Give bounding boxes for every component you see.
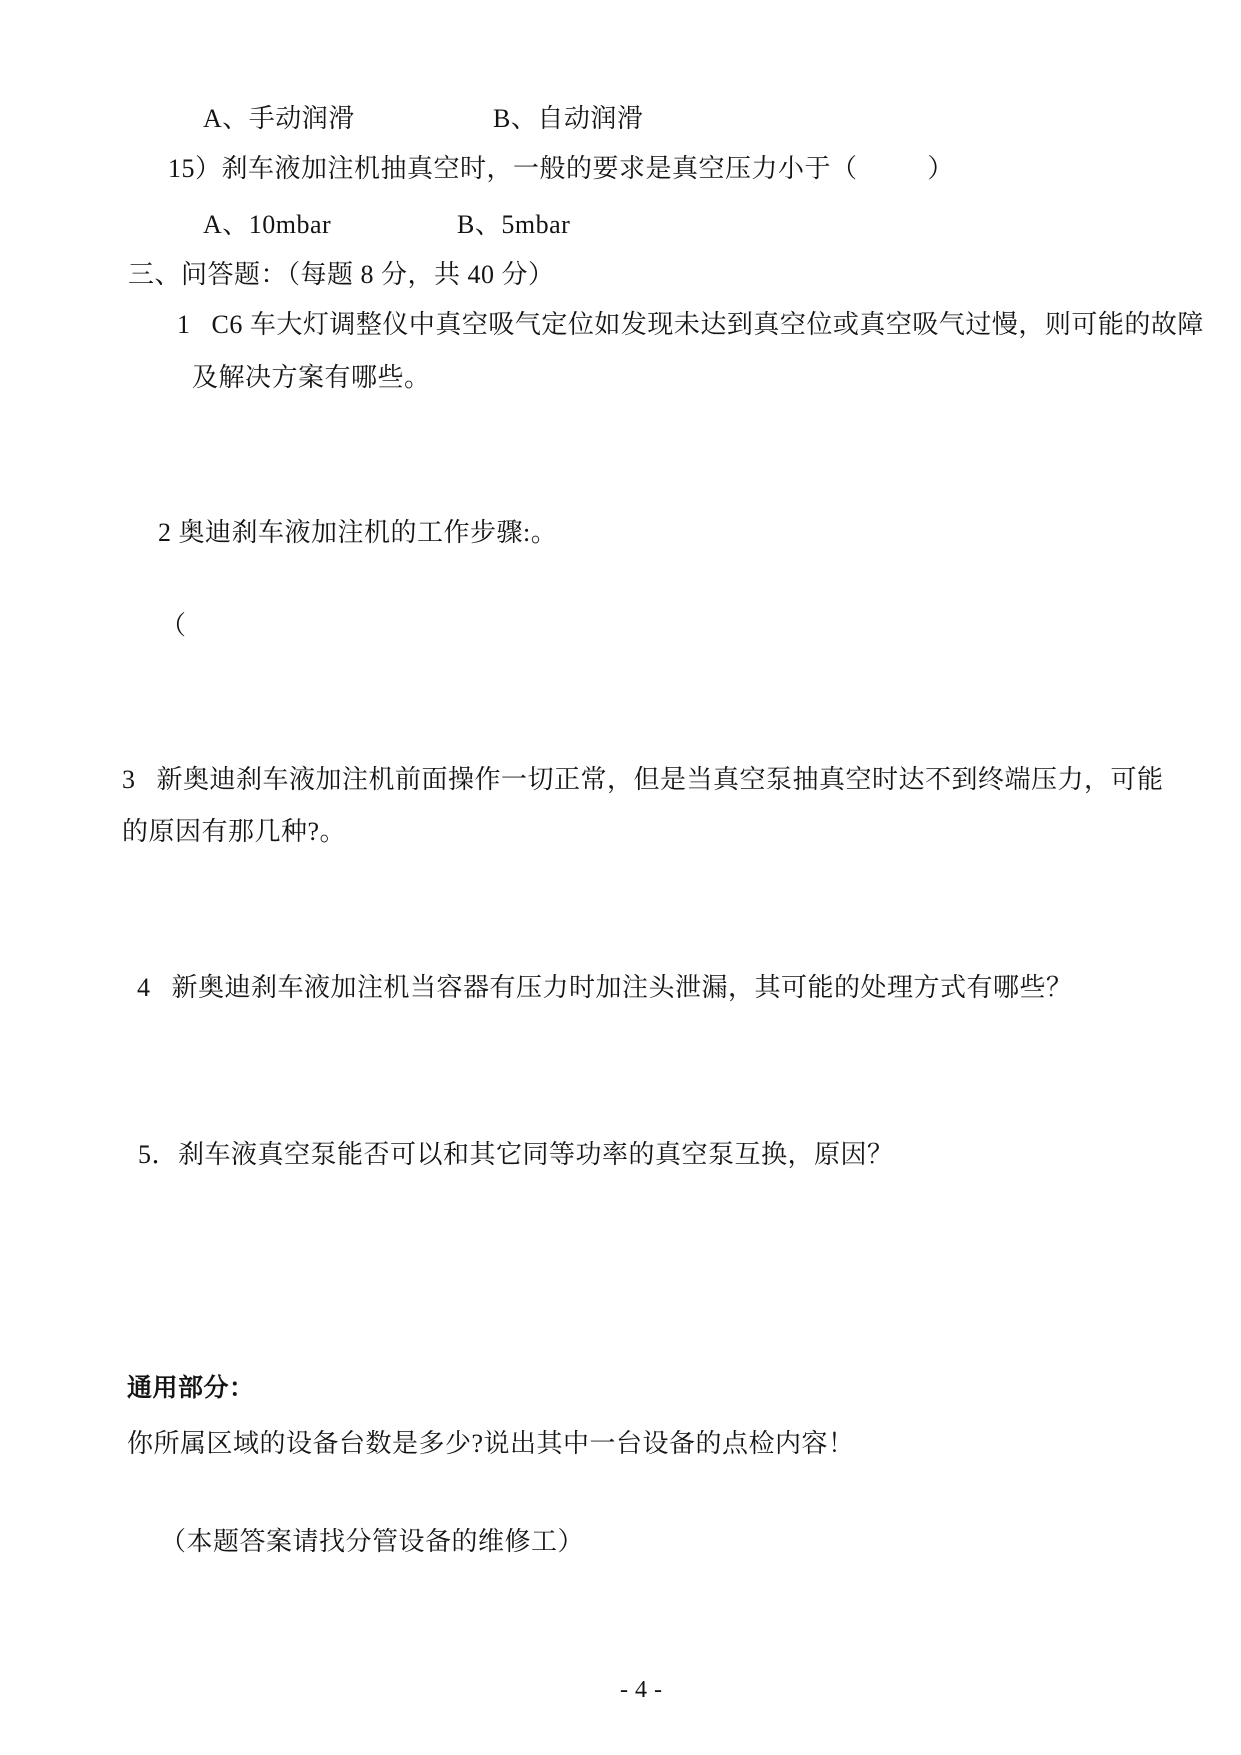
question-3-line2: 的原因有那几种?。 bbox=[122, 817, 347, 846]
question-5-text: 5．刹车液真空泵能否可以和其它同等功率的真空泵互换，原因？ bbox=[138, 1140, 894, 1169]
option-a-manual-lubrication: A、手动润滑 bbox=[203, 104, 355, 133]
option-b-auto-lubrication: B、自动润滑 bbox=[493, 104, 644, 133]
option-a-10mbar: A、10mbar bbox=[203, 210, 332, 239]
stray-open-parenthesis: （ bbox=[160, 611, 187, 640]
general-section-question: 你所属区域的设备台数是多少?说出其中一台设备的点检内容！ bbox=[127, 1429, 855, 1458]
question-3-line1: 3 新奥迪刹车液加注机前面操作一切正常，但是当真空泵抽真空时达不到终端压力，可能 bbox=[122, 765, 1164, 794]
page-number: - 4 - bbox=[620, 1677, 663, 1703]
question-15-text: 15）刹车液加注机抽真空时，一般的要求是真空压力小于（ ） bbox=[168, 154, 955, 183]
question-4-text: 4 新奥迪刹车液加注机当容器有压力时加注头泄漏，其可能的处理方式有哪些？ bbox=[137, 973, 1073, 1002]
general-section-note: （本题答案请找分管设备的维修工） bbox=[160, 1527, 585, 1556]
question-1-line2: 及解决方案有哪些。 bbox=[192, 363, 431, 392]
question-2-text: 2 奥迪刹车液加注机的工作步骤:。 bbox=[158, 518, 558, 547]
option-b-5mbar: B、5mbar bbox=[457, 210, 571, 239]
section-three-heading: 三、问答题：（每题 8 分，共 40 分） bbox=[128, 260, 555, 289]
question-1-line1: 1 C6 车大灯调整仪中真空吸气定位如发现未达到真空位或真空吸气过慢，则可能的故障 bbox=[177, 310, 1204, 339]
general-section-heading: 通用部分： bbox=[127, 1374, 255, 1402]
